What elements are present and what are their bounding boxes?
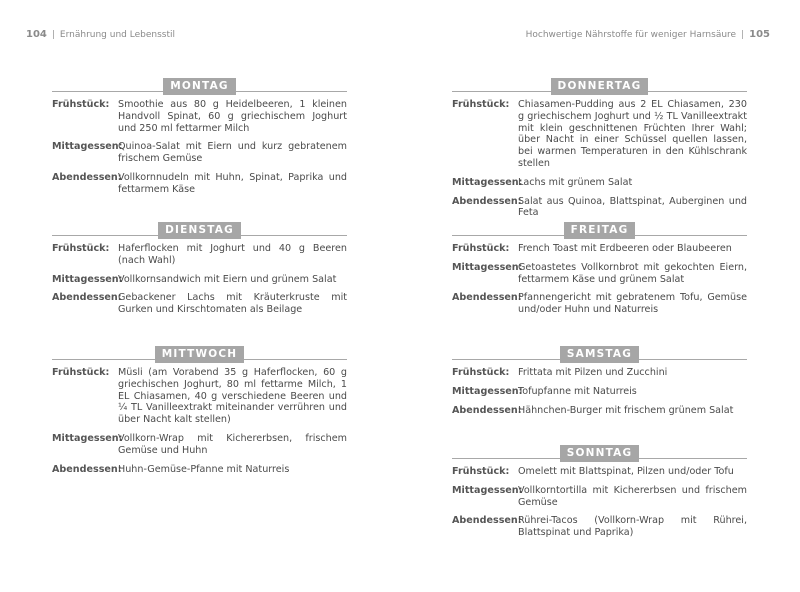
running-header-left [26,29,175,40]
meal-description: Quinoa-Salat mit Eiern und kurz gebratenem frischem Gemüse [118,141,347,165]
meal-label: Frühstück: [452,466,510,477]
day-heading [52,74,347,92]
meal-entry [452,177,747,189]
meal-label: Frühstück: [452,99,510,110]
meal-entry [452,485,747,509]
meal-description: Chiasamen-Pudding aus 2 EL Chiasamen, 230 g griechischem Joghurt und ½ TL Vanilleextrakt mit klein geschnittenen Früchten Ihrer Wahl; über Nacht in einer Schüssel quellen lassen, bei warmen Temperaturen in den Kühlschrank stellen [518,99,747,169]
meal-label: Abendessen: [52,463,122,475]
day-section-freitag [452,218,747,316]
day-label: MONTAG [163,78,235,95]
day-heading [52,342,347,360]
day-label: SONNTAG [560,445,640,462]
meal-label: Abendessen: [452,404,522,416]
day-label: DONNERTAG [551,78,649,95]
chapter-title: Ernährung und Lebensstil [59,30,175,40]
meal-label: Abendessen: [52,292,122,304]
meal-description: Smoothie aus 80 g Heidelbeeren, 1 kleinen Handvoll Spinat, 60 g griechischem Joghurt und 250 ml fettarmer Milch [118,99,347,134]
meal-label: Mittagessen: [452,484,523,496]
meal-description: Pfannengericht mit gebratenem Tofu, Gemüse und/oder Huhn und Naturreis [518,292,747,316]
page-number: 104 [26,29,47,40]
meal-entry [452,262,747,286]
meal-entry [452,466,747,478]
day-label: FREITAG [564,222,636,239]
meal-entry [52,243,347,267]
meal-entry [52,99,347,134]
meal-description: Salat aus Quinoa, Blattspinat, Auberginen und Feta [518,195,747,219]
meal-label: Frühstück: [452,243,510,254]
meal-entry [452,99,747,170]
meal-description: Hähnchen-Burger mit frischem grünem Salat [518,404,734,416]
meal-entry [452,405,747,417]
meal-label: Frühstück: [52,367,110,378]
meal-label: Mittagessen: [52,432,123,444]
meal-entry [452,243,747,255]
day-section-sonntag [452,441,747,539]
meal-description: Frittata mit Pilzen und Zucchini [518,367,668,378]
day-heading [452,441,747,459]
day-section-montag [52,74,347,196]
meal-description: Huhn-Gemüse-Pfanne mit Naturreis [118,463,290,475]
meal-description: Vollkorntortilla mit Kichererbsen und frischem Gemüse [518,484,747,508]
meal-label: Abendessen: [452,515,522,527]
meal-entry [452,386,747,398]
meal-label: Frühstück: [452,367,510,378]
meal-entry [52,292,347,316]
meal-description: Getoastetes Vollkornbrot mit gekochten Eiern, fettarmem Käse und grünem Salat [518,261,747,285]
meal-label: Mittagessen: [52,273,123,285]
meal-label: Frühstück: [52,99,110,110]
meal-label: Frühstück: [52,243,110,254]
meal-description: Müsli (am Vorabend 35 g Haferflocken, 60 g griechischen Joghurt, 80 ml fettarme Milch, 1 EL Chiasamen, 40 g verschiedene Beeren und ¼ TL Vanilleextrakt miteinander verrühren und über Nacht kalt stellen) [118,367,347,426]
meal-description: Omelett mit Blattspinat, Pilzen und/oder Tofu [518,466,734,477]
day-section-dienstag [52,218,347,316]
meal-label: Mittagessen: [452,385,523,397]
meal-entry [52,141,347,165]
meal-label: Mittagessen: [452,176,523,188]
meal-entry [52,464,347,476]
meal-entry [52,274,347,286]
meal-label: Mittagessen: [52,141,123,153]
meal-entry [452,196,747,220]
meal-description: Tofupfanne mit Naturreis [518,385,637,397]
chapter-title: Hochwertige Nährstoffe für weniger Harnsäure [525,30,737,40]
day-section-donnertag [452,74,747,219]
meal-description: Gebackener Lachs mit Kräuterkruste mit Gurken und Kirschtomaten als Beilage [118,292,347,316]
meal-description: Haferflocken mit Joghurt und 40 g Beeren (nach Wahl) [118,243,347,266]
meal-description: Lachs mit grünem Salat [518,176,633,188]
meal-entry [52,367,347,426]
meal-description: Vollkornsandwich mit Eiern und grünem Salat [118,273,337,285]
page-number: 105 [749,29,770,40]
day-heading [452,218,747,236]
day-label: MITTWOCH [155,346,245,363]
day-heading [452,74,747,92]
divider: | [51,30,55,40]
day-label: SAMSTAG [560,346,639,363]
meal-label: Abendessen: [452,292,522,304]
meal-label: Abendessen: [52,171,122,183]
meal-label: Mittagessen: [452,261,523,273]
day-section-mittwoch [52,342,347,475]
meal-entry [452,367,747,379]
meal-entry [452,515,747,539]
meal-description: Vollkornnudeln mit Huhn, Spinat, Paprika und fettarmem Käse [118,171,347,195]
meal-label: Abendessen: [452,195,522,207]
running-header-right [526,29,770,40]
meal-description: Vollkorn-Wrap mit Kichererbsen, frischem Gemüse und Huhn [118,432,347,456]
day-section-samstag [452,342,747,416]
day-heading [452,342,747,360]
meal-entry [452,292,747,316]
meal-entry [52,172,347,196]
day-heading [52,218,347,236]
day-label: DIENSTAG [158,222,241,239]
meal-description: French Toast mit Erdbeeren oder Blaubeeren [518,243,732,254]
meal-entry [52,433,347,457]
divider: | [741,30,745,40]
meal-description: Rührei-Tacos (Vollkorn-Wrap mit Rührei, Blattspinat und Paprika) [518,515,747,539]
